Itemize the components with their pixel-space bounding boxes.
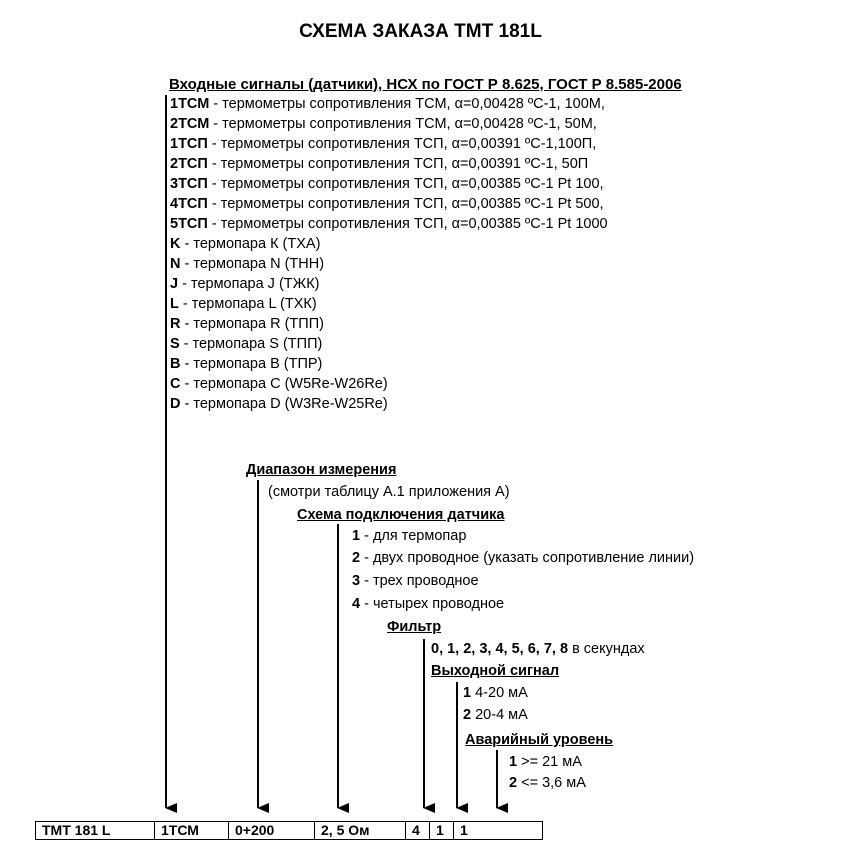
list-item: 1 - для термопар [352,528,467,544]
order-code-cell: 2, 5 Ом [314,821,406,840]
output-header: Выходной сигнал [431,663,560,679]
list-item: 1 4-20 мА [463,685,528,701]
order-code-cell: ТМТ 181 L [35,821,155,840]
order-code-cell: 0+200 [228,821,315,840]
filter-header: Фильтр [387,619,442,635]
list-item: 2 20-4 мА [463,707,528,723]
list-item: 1ТСМ - термометры сопротивления ТСМ, α=0,00428 ºС-1, 100М, [170,96,605,112]
list-item: 4 - четырех проводное [352,596,505,612]
list-item: 2 <= 3,6 мА [509,775,586,791]
list-item: 2 - двух проводное (указать сопротивление линии) [352,550,695,566]
list-item: B - термопара B (ТПР) [170,356,323,372]
list-item: S - термопара S (ТПП) [170,336,323,352]
list-item: 3ТСП - термометры сопротивления ТСП, α=0,00385 ºС-1 Pt 100, [170,176,604,192]
filter-values: 0, 1, 2, 3, 4, 5, 6, 7, 8 в секундах [431,641,645,657]
range-note: (смотри таблицу А.1 приложения А) [268,484,510,500]
list-item: J - термопара J (ТЖК) [170,276,320,292]
order-code-cell: 4 [405,821,430,840]
list-item: 1ТСП - термометры сопротивления ТСП, α=0,00391 ºС-1,100П, [170,136,597,152]
list-item: C - термопара C (W5Re-W26Re) [170,376,388,392]
list-item: N - термопара N (ТНН) [170,256,325,272]
list-item: 1 >= 21 мА [509,754,582,770]
list-item: 2ТСМ - термометры сопротивления ТСМ, α=0,00428 ºС-1, 50М, [170,116,597,132]
list-item: 4ТСП - термометры сопротивления ТСП, α=0,00385 ºС-1 Pt 500, [170,196,604,212]
list-item: 5ТСП - термометры сопротивления ТСП, α=0,00385 ºС-1 Pt 1000 [170,216,608,232]
list-item: 2ТСП - термометры сопротивления ТСП, α=0,00391 ºС-1, 50П [170,156,589,172]
order-code-cell: 1ТСМ [154,821,229,840]
list-item: R - термопара R (ТПП) [170,316,324,332]
alarm-header: Аварийный уровень [465,732,614,748]
range-header: Диапазон измерения [246,462,397,478]
list-item: 3 - трех проводное [352,573,479,589]
order-code-cell: 1 [429,821,454,840]
list-item: D - термопара D (W3Re-W25Re) [170,396,388,412]
connection-header: Схема подключения датчика [297,507,505,523]
list-item: K - термопара К (ТХА) [170,236,321,252]
list-item: L - термопара L (ТХК) [170,296,317,312]
page-title: СХЕМА ЗАКАЗА ТМТ 181L [299,21,542,42]
inputs-header: Входные сигналы (датчики), НСХ по ГОСТ Р 8.625, ГОСТ Р 8.585-2006 [169,76,682,93]
order-code-cell: 1 [453,821,543,840]
